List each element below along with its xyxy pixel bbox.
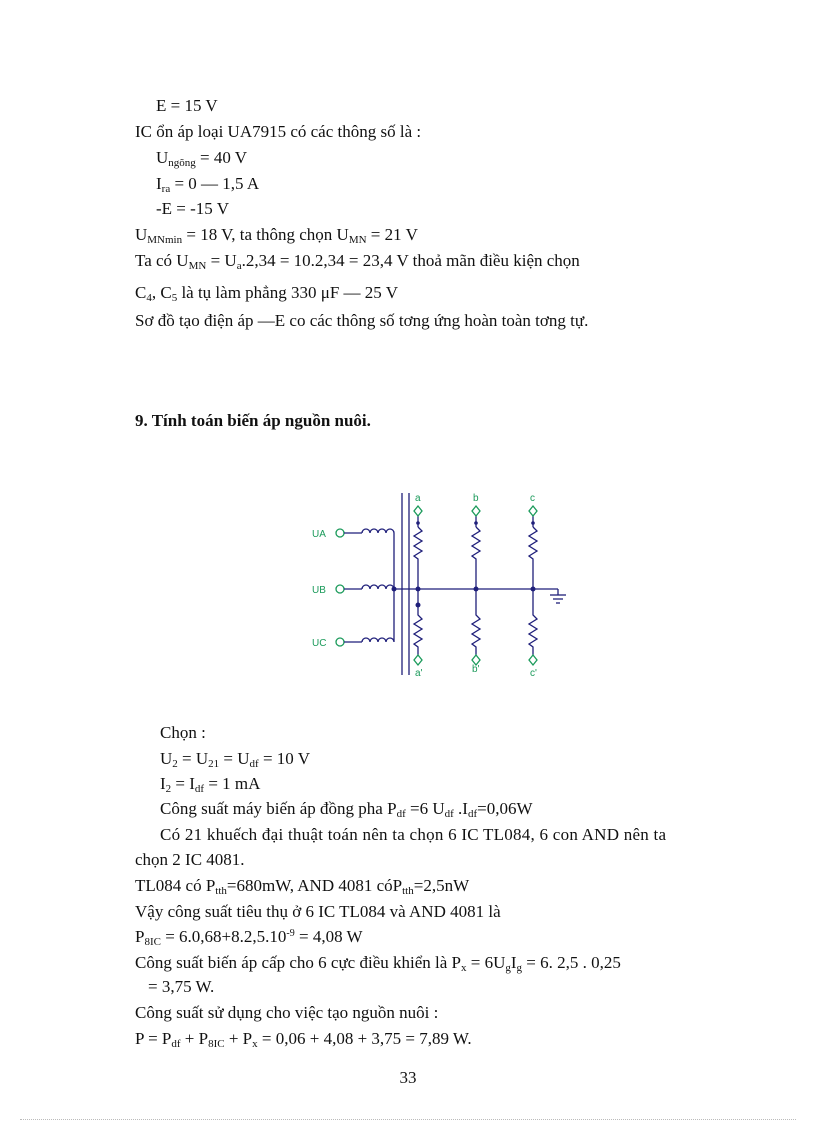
text-line: Chọn : — [160, 723, 206, 742]
text-line: $C_4$, $C_5$ là tụ làm phẳng 330 μF — 25 V — [135, 283, 399, 304]
text-line: Công suất máy biến áp đồng pha $P_{df} =6$ $U_{df}$ $.I_{df}=0,06W$ — [160, 799, 533, 820]
text-line: Ta có $U_{MN} = U_a.2,34 = 10.2,34 = 23,4$ V thoả mãn điều kiện chọn — [135, 251, 580, 272]
text-line: $U_{MNmin} = 18$ V, ta thông chọn $U_{MN} = 21$ V — [135, 225, 418, 246]
text-line: IC ổn áp loại UA7915 có các thông số là : — [135, 122, 422, 141]
text-line: Vậy công suất tiêu thụ ở 6 IC TL084 và AND 4081 là — [135, 902, 501, 921]
text-line: E = 15 V — [156, 96, 218, 115]
text-line: TL084 có $P_{tth}=680mW$, AND 4081 cóP$_{tth}$=2,5nW — [135, 876, 470, 897]
output-label-a-prime: a' — [415, 668, 423, 679]
text-line: $U_2 = U_{21} = U_{df} = 10$ V — [160, 749, 311, 770]
text-line: = 3,75 W. — [148, 977, 215, 996]
output-label-c-prime: c' — [530, 668, 537, 679]
text-line: $I_2 = I_{df} = 1$ mA — [160, 774, 261, 795]
output-label-b: b — [473, 493, 479, 504]
text-line: chọn 2 IC 4081. — [135, 850, 245, 869]
output-label-b-prime: b' — [472, 664, 480, 675]
text-line: Công suất biến áp cấp cho 6 cực điều khiển là $P_x = 6U_gI_g = 6$. 2,5 . 0,25 — [135, 953, 621, 974]
text-line: Sơ đồ tạo điện áp —E co các thông số tơng ứng hoàn toàn tơng tự. — [135, 311, 589, 330]
section-heading: 9. Tính toán biến áp nguồn nuôi. — [135, 411, 371, 430]
output-label-c: c — [530, 493, 535, 504]
output-label-a: a — [415, 493, 421, 504]
text-line: $I_{ra} = 0$ — 1,5 A — [156, 174, 260, 195]
text-line: Công suất sử dụng cho việc tạo nguồn nuôi : — [135, 1003, 439, 1022]
text-line: $P_{8IC} = 6.0,68+8.2,5.10^{-9} = 4,08$ W — [135, 927, 363, 948]
text-line: $U_{ngõng} = 40$ V — [156, 148, 248, 169]
input-label-uc: UC — [312, 638, 327, 649]
text-line: $P = P_{df} + P_{8IC} + P_x = 0,06 + 4,08 + 3,75 = 7,89$ W. — [135, 1029, 472, 1050]
page-number: 33 — [399, 1068, 417, 1087]
text-line: -E = -15 V — [156, 199, 230, 218]
input-label-ub: UB — [312, 585, 326, 596]
text-line: Có 21 khuếch đại thuật toán nên ta chọn 6 IC TL084, 6 con AND nên ta — [160, 825, 667, 844]
footer-divider — [20, 1119, 796, 1120]
transformer-diagram — [300, 485, 580, 680]
input-label-ua: UA — [312, 529, 326, 540]
